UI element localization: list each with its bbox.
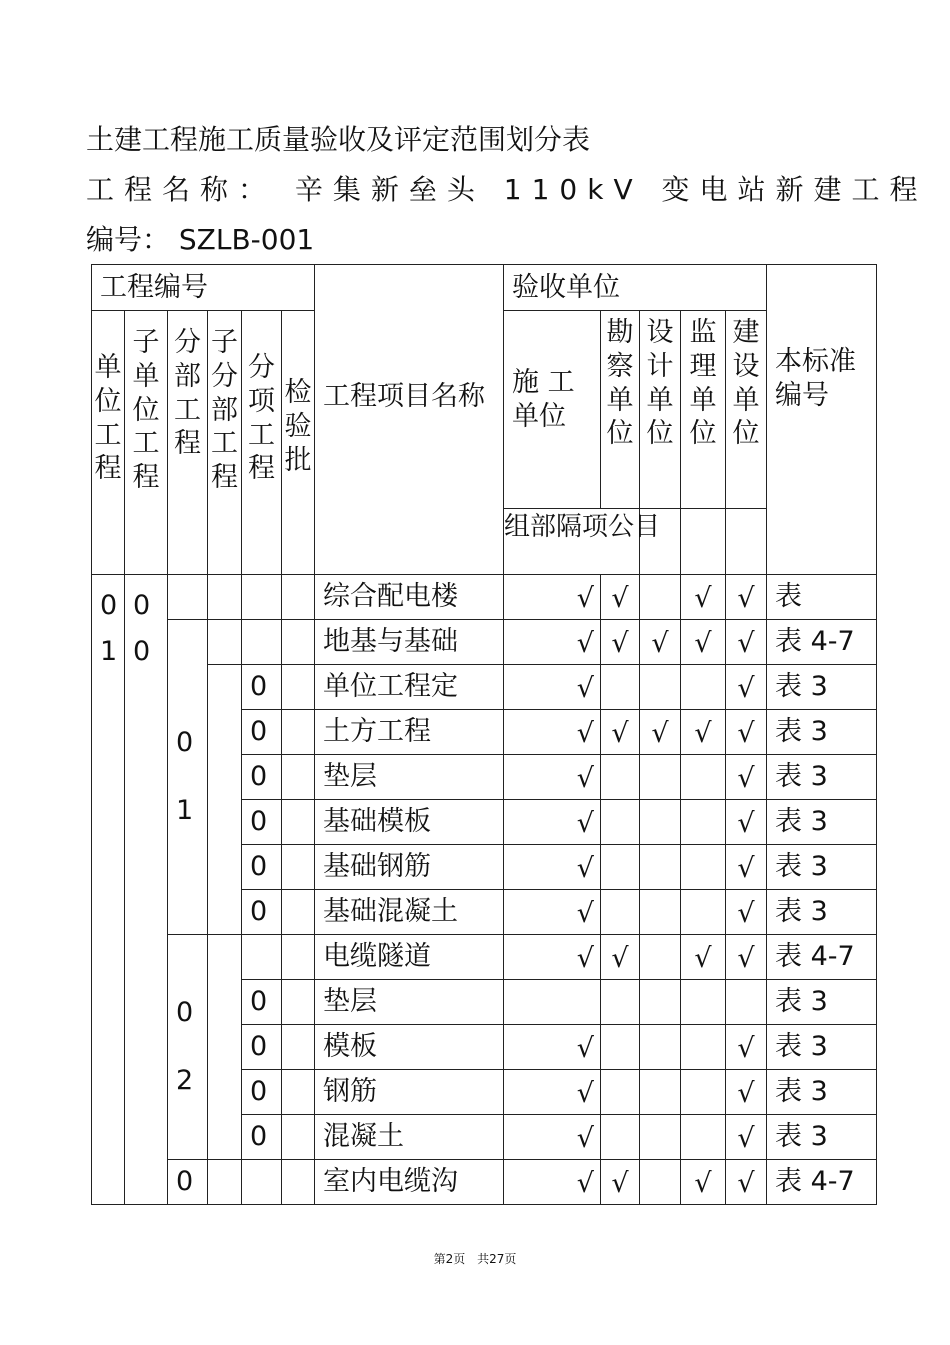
division-code-cell: 0 1 [168, 620, 208, 935]
construction-check-cell [504, 935, 601, 980]
header-subdivision: 子 分 部 工 程 [208, 311, 242, 575]
lot-code-cell [282, 800, 315, 845]
construction-check-cell [504, 800, 601, 845]
check-mark: √ [576, 807, 594, 839]
subdivision-code-cell [208, 1160, 242, 1205]
header-supervision-unit: 监 理 单 位 [681, 311, 726, 509]
check-cell-sp: √ [681, 1160, 726, 1205]
check-cell-sp: √ [681, 575, 726, 620]
header-inspection-lot: 检 验 批 [282, 311, 315, 575]
check-cell-ds [640, 980, 681, 1025]
check-mark: √ [576, 627, 594, 659]
unit-code-1: 1 [100, 635, 118, 667]
subitem-code-cell: 0 [242, 980, 282, 1025]
lot-code-cell [282, 1160, 315, 1205]
table-row [92, 935, 877, 980]
document-code-line: 编号： SZLB-001 [86, 223, 315, 256]
item-name-cell: 电缆隧道 [315, 935, 504, 980]
standard-number-cell: 表 3 [767, 800, 877, 845]
item-name-cell: 综合配电楼 [315, 575, 504, 620]
check-cell-sv: √ [601, 935, 640, 980]
check-cell-ow: √ [726, 1115, 767, 1160]
standard-number-cell: 表 3 [767, 1115, 877, 1160]
check-cell-ow: √ [726, 1070, 767, 1115]
subitem-code-cell: 0 [242, 845, 282, 890]
header-subitem: 分 项 工 程 [242, 311, 282, 575]
check-cell-ow: √ [726, 575, 767, 620]
check-cell-sv [601, 845, 640, 890]
document-title: 土建工程施工质量验收及评定范围划分表 [86, 123, 591, 156]
header-construction-unit: 施 工单位 [504, 311, 601, 509]
check-cell-ds [640, 1115, 681, 1160]
construction-check-cell [504, 620, 601, 665]
lot-code-cell [282, 710, 315, 755]
check-cell-sp [681, 890, 726, 935]
subitem-code-cell: 0 [242, 800, 282, 845]
subitem-code-cell [242, 935, 282, 980]
unit-code-cell [92, 575, 125, 1205]
construction-check-cell [504, 755, 601, 800]
division-code-cell: 0 [168, 1160, 208, 1205]
check-cell-ds [640, 575, 681, 620]
check-mark: √ [576, 582, 594, 614]
lot-code-cell [282, 890, 315, 935]
table-row [92, 1160, 877, 1205]
check-cell-ds [640, 755, 681, 800]
header-project-code: 工程编号 [92, 265, 315, 311]
standard-number-cell: 表 4-7 [767, 935, 877, 980]
check-cell-ow: √ [726, 1160, 767, 1205]
subdivision-code-cell [208, 620, 242, 665]
check-cell-ds [640, 1025, 681, 1070]
check-mark: √ [576, 1032, 594, 1064]
standard-number-cell: 表 3 [767, 755, 877, 800]
check-cell-ds: √ [640, 620, 681, 665]
check-cell-sv: √ [601, 575, 640, 620]
check-cell-ds [640, 800, 681, 845]
item-name-cell: 钢筋 [315, 1070, 504, 1115]
check-cell-sp: √ [681, 710, 726, 755]
construction-check-cell [504, 1070, 601, 1115]
check-mark: √ [576, 1167, 594, 1199]
header-item-name: 工程项目名称 [315, 265, 504, 575]
subitem-code-cell: 0 [242, 1070, 282, 1115]
construction-check-cell [504, 1025, 601, 1070]
standard-number-cell: 表 3 [767, 1070, 877, 1115]
subitem-code-cell: 0 [242, 1115, 282, 1160]
check-cell-sv [601, 800, 640, 845]
check-cell-ow: √ [726, 890, 767, 935]
check-mark: √ [576, 942, 594, 974]
construction-check-cell [504, 1115, 601, 1160]
lot-code-cell [282, 575, 315, 620]
check-cell-sp [681, 980, 726, 1025]
check-cell-sp [681, 800, 726, 845]
header-division: 分 部 工 程 [168, 311, 208, 575]
item-name-cell: 基础混凝土 [315, 890, 504, 935]
lot-code-cell [282, 935, 315, 980]
construction-check-cell [504, 980, 601, 1025]
check-cell-sv [601, 890, 640, 935]
check-cell-ds [640, 845, 681, 890]
check-cell-sv [601, 755, 640, 800]
check-cell-sp [681, 1115, 726, 1160]
lot-code-cell [282, 665, 315, 710]
check-cell-sp [681, 665, 726, 710]
lot-code-cell [282, 980, 315, 1025]
lot-code-cell [282, 1115, 315, 1160]
item-name-cell: 地基与基础 [315, 620, 504, 665]
standard-number-cell: 表 3 [767, 710, 877, 755]
check-cell-sv [601, 665, 640, 710]
check-cell-sp [681, 1070, 726, 1115]
lot-code-cell [282, 845, 315, 890]
check-cell-ow [726, 980, 767, 1025]
item-name-cell: 单位工程定 [315, 665, 504, 710]
subdivision-code-cell [208, 665, 242, 935]
standard-number-cell: 表 4-7 [767, 1160, 877, 1205]
division-code-cell [168, 575, 208, 620]
construction-check-cell [504, 1160, 601, 1205]
check-cell-ow: √ [726, 710, 767, 755]
page-number: 第2页 [433, 1252, 466, 1266]
table-row [92, 575, 877, 620]
check-cell-ow: √ [726, 1025, 767, 1070]
construction-check-cell [504, 710, 601, 755]
item-name-cell: 垫层 [315, 755, 504, 800]
check-cell-ds [640, 1070, 681, 1115]
check-cell-sp [681, 1025, 726, 1070]
header-design-unit: 设 计 单 位 [640, 311, 681, 509]
check-cell-sv: √ [601, 620, 640, 665]
subitem-code-cell: 0 [242, 1025, 282, 1070]
check-mark: √ [576, 762, 594, 794]
check-mark: √ [576, 897, 594, 929]
check-cell-ow: √ [726, 665, 767, 710]
standard-number-cell: 表 [767, 575, 877, 620]
item-name-cell: 基础模板 [315, 800, 504, 845]
subitem-code-cell: 0 [242, 755, 282, 800]
construction-check-cell [504, 665, 601, 710]
page-footer [0, 1250, 950, 1267]
page-total: 共27页 [477, 1252, 517, 1266]
item-name-cell: 垫层 [315, 980, 504, 1025]
standard-number-cell: 表 4-7 [767, 620, 877, 665]
item-name-cell: 室内电缆沟 [315, 1160, 504, 1205]
subitem-code-cell: 0 [242, 890, 282, 935]
check-cell-sp: √ [681, 935, 726, 980]
standard-number-cell: 表 3 [767, 980, 877, 1025]
check-cell-sv: √ [601, 710, 640, 755]
subdivision-code-cell [208, 575, 242, 620]
standard-number-cell: 表 3 [767, 1025, 877, 1070]
header-acceptance-units: 验收单位 [504, 265, 767, 311]
check-cell-sv [601, 1115, 640, 1160]
construction-check-cell [504, 845, 601, 890]
header-owner-unit: 建 设 单 位 [726, 311, 767, 509]
header-unit-project: 单 位 工 程 [92, 311, 125, 575]
standard-number-cell: 表 3 [767, 665, 877, 710]
table-row [92, 665, 877, 710]
check-mark: √ [576, 717, 594, 749]
division-code-cell: 0 2 [168, 935, 208, 1160]
subitem-code-cell [242, 575, 282, 620]
check-cell-sv [601, 980, 640, 1025]
check-cell-ow: √ [726, 935, 767, 980]
check-cell-sv: √ [601, 1160, 640, 1205]
construction-check-cell [504, 890, 601, 935]
standard-number-cell: 表 3 [767, 845, 877, 890]
lot-code-cell [282, 1070, 315, 1115]
subitem-code-cell [242, 1160, 282, 1205]
subitem-code-cell [242, 620, 282, 665]
check-cell-sv [601, 1070, 640, 1115]
header-subunit-project: 子 单 位 工 程 [125, 311, 168, 575]
lot-code-cell [282, 1025, 315, 1070]
lot-code-cell [282, 620, 315, 665]
subitem-code-cell: 0 [242, 665, 282, 710]
subdivision-code-cell [208, 935, 242, 1160]
check-cell-ds [640, 935, 681, 980]
check-cell-ow: √ [726, 800, 767, 845]
check-cell-ow: √ [726, 845, 767, 890]
check-mark: √ [576, 672, 594, 704]
check-cell-sp: √ [681, 620, 726, 665]
check-cell-sv [601, 1025, 640, 1070]
header-standard-number: 本标准编号 [767, 265, 877, 575]
lot-code-cell [282, 755, 315, 800]
check-mark: √ [576, 1122, 594, 1154]
item-name-cell: 土方工程 [315, 710, 504, 755]
check-cell-ow: √ [726, 755, 767, 800]
subunit-code-1: 0 [133, 635, 151, 667]
check-cell-sp [681, 845, 726, 890]
check-mark: √ [576, 1077, 594, 1109]
subunit-code-0: 0 [133, 590, 151, 621]
check-cell-sp [681, 755, 726, 800]
check-cell-ds: √ [640, 710, 681, 755]
item-name-cell: 基础钢筋 [315, 845, 504, 890]
check-cell-ds [640, 665, 681, 710]
check-cell-ds [640, 890, 681, 935]
item-name-cell: 模板 [315, 1025, 504, 1070]
header-overlap-text: 组部隔项公目 [504, 509, 640, 575]
check-mark: √ [576, 852, 594, 884]
standard-number-cell: 表 3 [767, 890, 877, 935]
subitem-code-cell: 0 [242, 710, 282, 755]
item-name-cell: 混凝土 [315, 1115, 504, 1160]
subunit-code-cell [125, 575, 168, 1205]
construction-check-cell [504, 575, 601, 620]
unit-code-0: 0 [100, 590, 118, 621]
check-cell-ow: √ [726, 620, 767, 665]
check-cell-ds [640, 1160, 681, 1205]
table-row [92, 620, 877, 665]
header-survey-unit: 勘 察 单 位 [601, 311, 640, 509]
division-table [91, 264, 877, 1205]
project-name-line: 工程名称： 辛集新垒头 110kV 变电站新建工程 [86, 173, 928, 206]
